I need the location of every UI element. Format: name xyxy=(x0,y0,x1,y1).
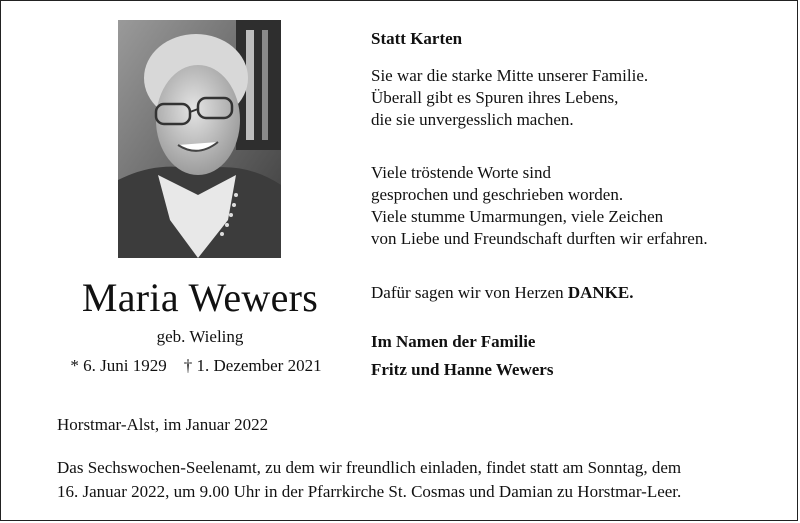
maiden-name: geb. Wieling xyxy=(156,327,244,346)
verse-2 xyxy=(371,162,708,250)
thanks-line xyxy=(371,282,634,304)
verse-line: die sie unvergesslich machen. xyxy=(371,110,574,129)
signature-line-1: Im Namen der Familie xyxy=(371,332,536,351)
verse-line: von Liebe und Freundschaft durften wir erfahren. xyxy=(371,229,708,248)
signature-line-2: Fritz und Hanne Wewers xyxy=(371,360,554,379)
notice-line: Das Sechswochen-Seelenamt, zu dem wir freundlich einladen, findet statt am Sonntag, dem xyxy=(57,458,682,477)
notice-line: 16. Januar 2022, um 9.00 Uhr in der Pfarrkirche St. Cosmas und Damian zu Horstmar-Leer. xyxy=(57,482,682,501)
verse-line: Viele stumme Umarmungen, viele Zeichen xyxy=(371,207,664,226)
verse-line: Viele tröstende Worte sind xyxy=(371,163,552,182)
life-dates xyxy=(0,356,392,376)
portrait-photo xyxy=(118,20,281,258)
verse-line: Sie war die starke Mitte unserer Familie. xyxy=(371,66,649,85)
birth-date: * 6. Juni 1929 xyxy=(70,356,167,375)
death-date: † 1. Dezember 2021 xyxy=(183,356,322,375)
service-notice xyxy=(57,456,757,504)
heading: Statt Karten xyxy=(371,29,463,48)
place-date: Horstmar-Alst, im Januar 2022 xyxy=(57,415,269,434)
thanks-prefix: Dafür sagen wir von Herzen xyxy=(371,283,564,302)
verse-1 xyxy=(371,65,648,131)
verse-line: gesprochen und geschrieben worden. xyxy=(371,185,624,204)
deceased-name: Maria Wewers xyxy=(81,275,319,320)
thanks-word: DANKE. xyxy=(567,283,634,302)
verse-line: Überall gibt es Spuren ihres Lebens, xyxy=(371,88,619,107)
